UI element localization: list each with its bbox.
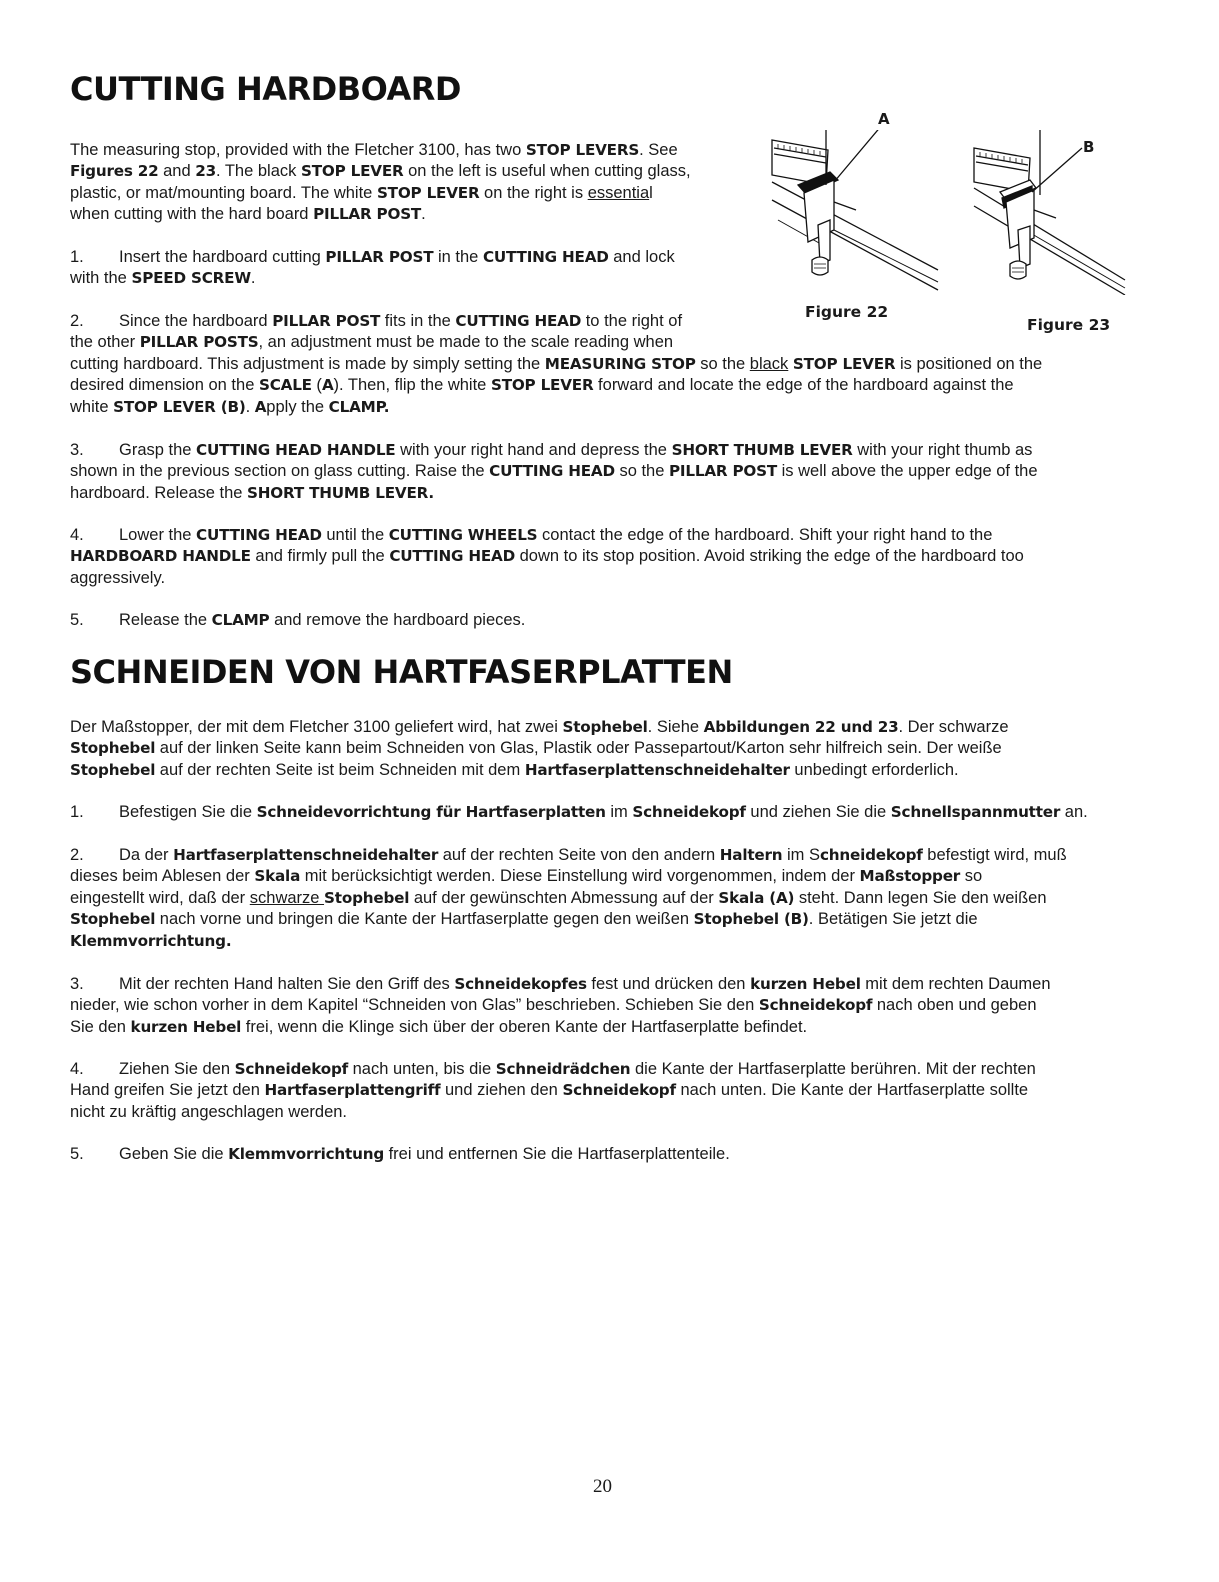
german-intro-paragraph: Der Maßstopper, der mit dem Fletcher 3100 geliefert wird, hat zwei Stophebel. Siehe Abbildungen 22 und 23. Der schwarze Stophebel auf der linken Seite kann beim Schneiden von Glas, Plastik oder Passepartout/Karton sehr hilfreich sein. Der weiße Stophebel auf der rechten Seite ist beim Schneiden mit dem Hartfaserplattenschneidehalter unbedingt erforderlich. xyxy=(70,718,1009,779)
figure-23-illustration xyxy=(970,130,1130,295)
german-step-1: 1. Befestigen Sie die Schneidevorrichtung für Hartfaserplatten im Schneidekopf und ziehen Sie die Schnellspannmutter an. xyxy=(70,803,1088,821)
english-step-2: 2. Since the hardboard PILLAR POST fits in the CUTTING HEAD to the right of the other PILLAR POSTS, an adjustment must be made to the scale reading when cutting hardboard. This adjustment is made by simply setting the MEASURING STOP so the black STOP LEVER is positioned on the desired dimension on the SCALE (A). Then, flip the white STOP LEVER forward and locate the edge of the hardboard against the white STOP LEVER (B). Apply the CLAMP. xyxy=(70,312,1043,416)
english-step-4: 4. Lower the CUTTING HEAD until the CUTTING WHEELS contact the edge of the hardboard. Shift your right hand to the HARDBOARD HANDLE and firmly pull the CUTTING HEAD down to its stop position. Avoid striking the edge of the hardboard too aggressively. xyxy=(70,526,1024,587)
german-step-4: 4. Ziehen Sie den Schneidekopf nach unten, bis die Schneidrädchen die Kante der Hartfaserplatte berühren. Mit der rechten Hand greifen Sie jetzt den Hartfaserplattengriff und ziehen den Schneidekopf nach unten. Die Kante der Hartfaserplatte sollte nicht zu kräftig angeschlagen werden. xyxy=(70,1060,1036,1121)
figure-22-caption: Figure 22 xyxy=(805,303,889,321)
english-step-1: 1. Insert the hardboard cutting PILLAR POST in the CUTTING HEAD and lock with the SPEED SCREW. xyxy=(70,248,675,288)
german-section-title: SCHNEIDEN VON HARTFASERPLATTEN xyxy=(70,653,733,691)
page-number: 20 xyxy=(593,1476,612,1497)
english-intro-paragraph: The measuring stop, provided with the Fletcher 3100, has two STOP LEVERS. See Figures 22 and 23. The black STOP LEVER on the left is useful when cutting glass, plastic, or mat/mounting board. The white STOP LEVER on the right is essential when cutting with the hard board PILLAR POST. xyxy=(70,141,691,224)
callout-b-label: B xyxy=(1083,138,1095,156)
figure-23-caption: Figure 23 xyxy=(1027,316,1111,334)
callout-a-label: A xyxy=(878,110,890,128)
german-step-5: 5. Geben Sie die Klemmvorrichtung frei und entfernen Sie die Hartfaserplattenteile. xyxy=(70,1145,730,1163)
german-step-3: 3. Mit der rechten Hand halten Sie den Griff des Schneidekopfes fest und drücken den kurzen Hebel mit dem rechten Daumen nieder, wie schon vorher in dem Kapitel “Schneiden von Glas” beschrieben. Schieben Sie den Schneidekopf nach oben und geben Sie den kurzen Hebel frei, wenn die Klinge sich über der oberen Kante der Hartfaserplatte befindet. xyxy=(70,975,1051,1036)
figure-22-illustration xyxy=(768,130,943,295)
english-section-title: CUTTING HARDBOARD xyxy=(70,70,461,108)
german-step-2: 2. Da der Hartfaserplattenschneidehalter auf der rechten Seite von den andern Haltern im Schneidekopf befestigt wird, muß dieses beim Ablesen der Skala mit berücksichtigt werden. Diese Einstellung wird vorgenommen, indem der Maßstopper so eingestellt wird, daß der schwarze Stophebel auf der gewünschten Abmessung auf der Skala (A) steht. Dann legen Sie den weißen Stophebel nach vorne und bringen die Kante der Hartfaserplatte gegen den weißen Stophebel (B). Betätigen Sie jetzt die Klemmvorrichtung. xyxy=(70,846,1067,950)
english-step-5: 5. Release the CLAMP and remove the hardboard pieces. xyxy=(70,611,526,629)
english-step-3: 3. Grasp the CUTTING HEAD HANDLE with your right hand and depress the SHORT THUMB LEVER with your right thumb as shown in the previous section on glass cutting. Raise the CUTTING HEAD so the PILLAR POST is well above the upper edge of the hardboard. Release the SHORT THUMB LEVER. xyxy=(70,441,1038,502)
